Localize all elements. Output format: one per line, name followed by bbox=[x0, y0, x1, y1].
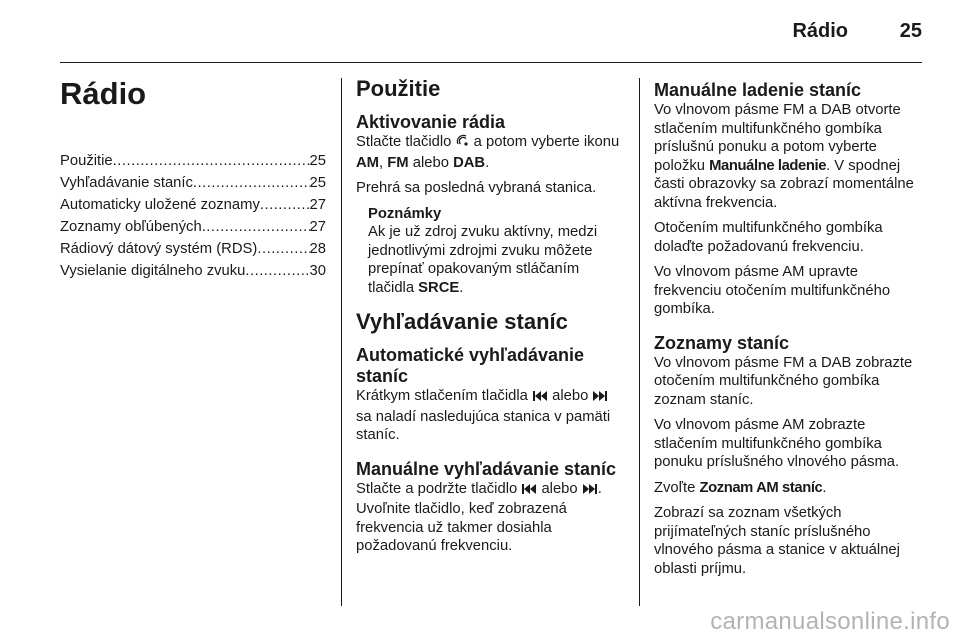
toc-item-page: 28 bbox=[309, 241, 326, 257]
subheading-manualne-ladenie: Manuálne ladenie staníc bbox=[654, 80, 862, 100]
toc-item-page: 25 bbox=[309, 175, 326, 191]
paragraph: Otočením multifunkčného gombíka dolaďte požadovanú frekvenciu. bbox=[654, 220, 883, 255]
toc-item-title: Vyhľadávanie staníc bbox=[60, 175, 193, 191]
paragraph: Stlačte tlačidlo a potom vyberte ikonu AM, FM alebo DAB. bbox=[356, 134, 620, 171]
content-column-3 bbox=[654, 72, 924, 585]
toc-item-page: 27 bbox=[309, 219, 326, 235]
paragraph: Vo vlnovom pásme AM upravte frekvenciu otočením multifunkčného gombíka. bbox=[654, 264, 891, 317]
paragraph: Zvoľte Zoznam AM staníc. bbox=[654, 479, 827, 496]
paragraph: Vo vlnovom pásme AM zobrazte stlačením multifunkčného gombíka ponuku príslušného vlnového pásma. bbox=[654, 417, 900, 470]
section-heading-vyhladavanie: Vyhľadávanie staníc bbox=[356, 309, 568, 334]
toc-leader bbox=[257, 238, 309, 260]
header-rule bbox=[60, 62, 922, 63]
toc-leader bbox=[113, 150, 310, 172]
subheading-automaticke-1: Automatické vyhľadávanie bbox=[356, 345, 585, 365]
toc-item[interactable] bbox=[60, 216, 326, 238]
subheading-automaticke-2: staníc bbox=[356, 366, 409, 386]
toc-item-page: 30 bbox=[309, 263, 326, 279]
toc-column bbox=[60, 72, 326, 282]
toc-item-title: Automaticky uložené zoznamy bbox=[60, 197, 260, 213]
page-number: 25 bbox=[899, 20, 922, 42]
toc-item-title: Rádiový dátový systém (RDS) bbox=[60, 241, 258, 257]
toc-item[interactable] bbox=[60, 150, 326, 172]
seek-forward-icon bbox=[582, 482, 598, 501]
column-divider-1 bbox=[341, 78, 342, 606]
toc-item-page: 27 bbox=[309, 197, 326, 213]
paragraph: Krátkym stlačením tlačidla alebo sa naladí nasledujúca stanica v pamäti staníc. bbox=[356, 388, 611, 443]
toc-item-title: Vysielanie digitálneho zvuku bbox=[60, 263, 246, 279]
toc-item[interactable] bbox=[60, 194, 326, 216]
subheading-zoznamy-stanic: Zoznamy staníc bbox=[654, 332, 790, 353]
seek-forward-icon bbox=[592, 389, 608, 408]
paragraph: Zobrazí sa zoznam všetkých prijímateľných staníc príslušného vlnového pásma a stanice v aktuálnej oblasti príjmu. bbox=[654, 505, 900, 577]
paragraph: Stlačte a podržte tlačidlo alebo . Uvoľnite tlačidlo, keď zobrazená frekvencia už takmer dosiahla požadovanú frekvenciu. bbox=[356, 480, 602, 554]
column-divider-2 bbox=[639, 78, 640, 606]
running-title: Rádio bbox=[792, 20, 848, 42]
paragraph: Vo vlnovom pásme FM a DAB otvorte stlačením multifunkčného gombíka príslušnú ponuku a potom vyberte položku Manuálne ladenie. V spodnej časti obrazovky sa zobrazí momentálne aktívna frekvencia. bbox=[654, 102, 914, 211]
subheading-manualne-vyhladavanie: Manuálne vyhľadávanie staníc bbox=[356, 458, 617, 479]
toc-leader bbox=[245, 260, 309, 282]
page-header bbox=[0, 0, 960, 52]
chapter-title: Rádio bbox=[60, 76, 147, 111]
toc-item-title: Použitie bbox=[60, 153, 113, 169]
note-box bbox=[356, 205, 622, 298]
table-of-contents bbox=[60, 150, 326, 282]
radio-source-icon bbox=[456, 134, 470, 154]
content-column-2 bbox=[356, 72, 622, 563]
paragraph: Prehrá sa posledná vybraná stanica. bbox=[356, 180, 597, 196]
toc-leader bbox=[202, 216, 310, 238]
toc-item-title: Zoznamy obľúbených bbox=[60, 219, 202, 235]
toc-leader bbox=[193, 172, 310, 194]
subheading-aktivovanie: Aktivovanie rádia bbox=[356, 112, 506, 132]
section-heading-pouzitie: Použitie bbox=[356, 76, 441, 101]
toc-item-page: 25 bbox=[309, 153, 326, 169]
note-text: Ak je už zdroj zvuku aktívny, medzi jednotlivými zdrojmi zvuku môžete prepínať opakovaným stláčaním tlačidla SRCE. bbox=[368, 224, 598, 296]
toc-item[interactable] bbox=[60, 238, 326, 260]
watermark: carmanualsonline.info bbox=[710, 608, 950, 635]
toc-item[interactable] bbox=[60, 172, 326, 194]
seek-back-icon bbox=[521, 482, 537, 501]
paragraph: Vo vlnovom pásme FM a DAB zobrazte otočením multifunkčného gombíka zoznam staníc. bbox=[654, 354, 913, 408]
note-title: Poznámky bbox=[368, 205, 442, 222]
seek-back-icon bbox=[532, 389, 548, 408]
toc-item[interactable] bbox=[60, 260, 326, 282]
toc-leader bbox=[260, 194, 310, 216]
